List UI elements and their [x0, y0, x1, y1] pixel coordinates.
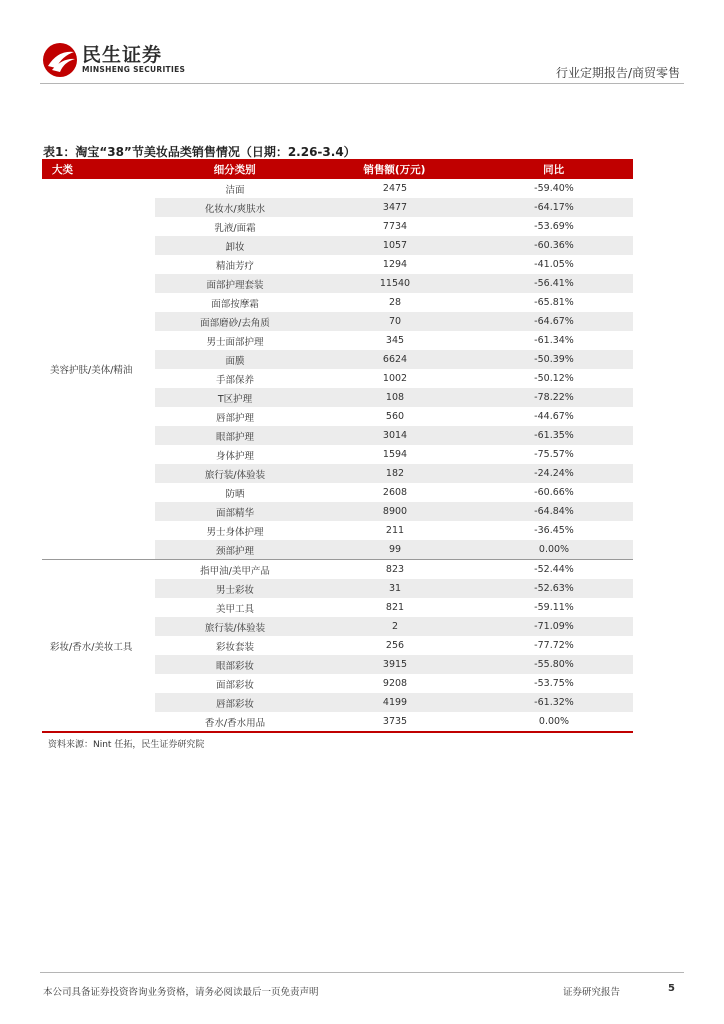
sales-cell: 99 — [388, 544, 402, 555]
sales-cell: 70 — [388, 316, 402, 327]
table-row — [155, 579, 633, 598]
sales-cell: 31 — [388, 583, 402, 594]
yoy-cell: -78.22% — [534, 392, 574, 403]
table-row — [155, 655, 633, 674]
yoy-cell: -61.34% — [534, 335, 574, 346]
yoy-cell: -60.36% — [534, 240, 574, 251]
sales-cell: 7734 — [382, 221, 408, 232]
yoy-cell: -59.11% — [534, 602, 574, 613]
logo-english-name: MINSHENG SECURITIES — [82, 65, 186, 74]
subcategory-cell: 旅行装/体验装 — [204, 469, 266, 481]
yoy-cell: -64.17% — [534, 202, 574, 213]
yoy-cell: -77.72% — [534, 640, 574, 651]
subcategory-cell: 唇部护理 — [215, 412, 254, 424]
sales-cell: 345 — [385, 335, 405, 346]
table-title: 表1：淘宝“38”节美妆品类销售情况（日期：2.26-3.4） — [43, 145, 356, 159]
table-row — [155, 502, 633, 521]
yoy-cell: -52.44% — [534, 564, 574, 575]
sales-cell: 823 — [385, 564, 405, 575]
subcategory-cell: 旅行装/体验装 — [204, 622, 266, 634]
subcategory-cell: 眼部彩妆 — [215, 660, 254, 672]
yoy-cell: -61.32% — [534, 697, 574, 708]
subcategory-cell: 指甲油/美甲产品 — [200, 565, 270, 577]
sales-cell: 8900 — [382, 506, 408, 517]
column-header-sales: 销售额(万元) — [363, 163, 426, 176]
yoy-cell: -59.40% — [534, 183, 574, 194]
category-cell: 美容护肤/美体/精油 — [50, 365, 133, 376]
sales-cell: 2475 — [382, 183, 408, 194]
column-header-subcategory: 细分类别 — [213, 163, 256, 176]
page-header — [40, 36, 684, 84]
subcategory-cell: 彩妆套装 — [215, 641, 254, 653]
yoy-cell: -61.35% — [534, 430, 574, 441]
sales-cell: 821 — [385, 602, 405, 613]
sales-cell: 3014 — [382, 430, 408, 441]
table-row — [155, 560, 633, 579]
yoy-cell: -44.67% — [534, 411, 574, 422]
table-row — [155, 331, 633, 350]
subcategory-cell: 面部磨砂/去角质 — [200, 317, 270, 329]
subcategory-cell: 面部护理套装 — [206, 279, 264, 291]
table-row — [155, 445, 633, 464]
subcategory-cell: 卸妆 — [225, 241, 245, 253]
yoy-cell: 0.00% — [538, 716, 570, 727]
sales-cell: 1294 — [382, 259, 408, 270]
table-row — [155, 198, 633, 217]
table-row — [155, 293, 633, 312]
sales-cell: 560 — [385, 411, 405, 422]
sales-cell: 4199 — [382, 697, 408, 708]
sales-cell: 11540 — [379, 278, 411, 289]
yoy-cell: -56.41% — [534, 278, 574, 289]
yoy-cell: -53.75% — [534, 678, 574, 689]
sales-cell: 9208 — [382, 678, 408, 689]
subcategory-cell: 面部精华 — [215, 507, 254, 519]
subcategory-cell: 男士身体护理 — [206, 526, 264, 538]
table-row — [155, 236, 633, 255]
logo-chinese-name: 民生证券 — [82, 44, 163, 66]
sales-table — [42, 159, 633, 733]
table-group — [42, 559, 633, 731]
subcategory-cell: 身体护理 — [215, 450, 254, 462]
yoy-cell: -75.57% — [534, 449, 574, 460]
sales-cell: 108 — [385, 392, 405, 403]
header-divider — [40, 83, 684, 84]
yoy-cell: -64.84% — [534, 506, 574, 517]
table-row — [155, 274, 633, 293]
table-row — [155, 350, 633, 369]
yoy-cell: 0.00% — [538, 544, 570, 555]
table-row — [155, 388, 633, 407]
report-category: 行业定期报告/商贸零售 — [555, 66, 680, 80]
table-group — [42, 179, 633, 559]
sales-cell: 28 — [388, 297, 402, 308]
yoy-cell: -50.12% — [534, 373, 574, 384]
subcategory-cell: 化妆水/爽肤水 — [204, 203, 266, 215]
footer-disclaimer: 本公司具备证券投资咨询业务资格，请务必阅读最后一页免责声明 — [43, 987, 319, 998]
yoy-cell: -71.09% — [534, 621, 574, 632]
subcategory-cell: 精油芳疗 — [215, 260, 254, 272]
table-row — [155, 407, 633, 426]
column-header-category: 大类 — [52, 163, 73, 176]
table-body — [42, 179, 633, 731]
subcategory-cell: 防晒 — [225, 488, 245, 500]
yoy-cell: -64.67% — [534, 316, 574, 327]
yoy-cell: -36.45% — [534, 525, 574, 536]
sales-cell: 1057 — [382, 240, 408, 251]
sales-cell: 6624 — [382, 354, 408, 365]
subcategory-cell: T区护理 — [217, 393, 253, 405]
table-row — [155, 693, 633, 712]
table-row — [155, 369, 633, 388]
yoy-cell: -52.63% — [534, 583, 574, 594]
sales-cell: 256 — [385, 640, 405, 651]
subcategory-cell: 乳液/面霜 — [214, 222, 256, 234]
yoy-cell: -24.24% — [534, 468, 574, 479]
table-row — [155, 598, 633, 617]
subcategory-cell: 面部按摩霜 — [211, 298, 259, 310]
subcategory-cell: 男士面部护理 — [206, 336, 264, 348]
table-row — [155, 712, 633, 731]
page-number: 5 — [668, 983, 675, 994]
subcategory-cell: 面膜 — [225, 355, 245, 367]
table-row — [155, 179, 633, 198]
sales-cell: 3735 — [382, 716, 408, 727]
sales-cell: 182 — [385, 468, 405, 479]
subcategory-cell: 唇部彩妆 — [215, 698, 254, 710]
footer-divider — [40, 972, 684, 973]
table-row — [155, 312, 633, 331]
table-source-note: 资料来源：Nint 任拓，民生证券研究院 — [48, 740, 205, 750]
yoy-cell: -60.66% — [534, 487, 574, 498]
table-row — [155, 483, 633, 502]
table-row — [155, 674, 633, 693]
subcategory-cell: 面部彩妆 — [215, 679, 254, 691]
yoy-cell: -50.39% — [534, 354, 574, 365]
footer-report-type: 证券研究报告 — [563, 987, 621, 998]
table-row — [155, 255, 633, 274]
subcategory-cell: 美甲工具 — [215, 603, 254, 615]
yoy-cell: -55.80% — [534, 659, 574, 670]
subcategory-cell: 香水/香水用品 — [204, 717, 266, 729]
subcategory-cell: 颈部护理 — [215, 545, 254, 557]
table-row — [155, 464, 633, 483]
subcategory-cell: 男士彩妆 — [215, 584, 254, 596]
sales-cell: 3915 — [382, 659, 408, 670]
sales-cell: 2608 — [382, 487, 408, 498]
yoy-cell: -53.69% — [534, 221, 574, 232]
sales-cell: 211 — [385, 525, 405, 536]
subcategory-cell: 手部保养 — [215, 374, 254, 386]
sales-cell: 1594 — [382, 449, 408, 460]
sales-cell: 2 — [391, 621, 399, 632]
table-row — [155, 540, 633, 559]
table-row — [155, 521, 633, 540]
sales-cell: 3477 — [382, 202, 408, 213]
table-row — [155, 636, 633, 655]
table-row — [155, 426, 633, 445]
category-cell: 彩妆/香水/美妆工具 — [50, 641, 133, 653]
column-header-yoy: 同比 — [543, 163, 565, 176]
table-header-row — [42, 159, 633, 179]
table-row — [155, 217, 633, 236]
table-bottom-rule — [42, 731, 633, 733]
subcategory-cell: 眼部护理 — [215, 431, 254, 443]
yoy-cell: -65.81% — [534, 297, 574, 308]
subcategory-cell: 洁面 — [225, 184, 245, 196]
table-row — [155, 617, 633, 636]
sales-cell: 1002 — [382, 373, 408, 384]
yoy-cell: -41.05% — [534, 259, 574, 270]
